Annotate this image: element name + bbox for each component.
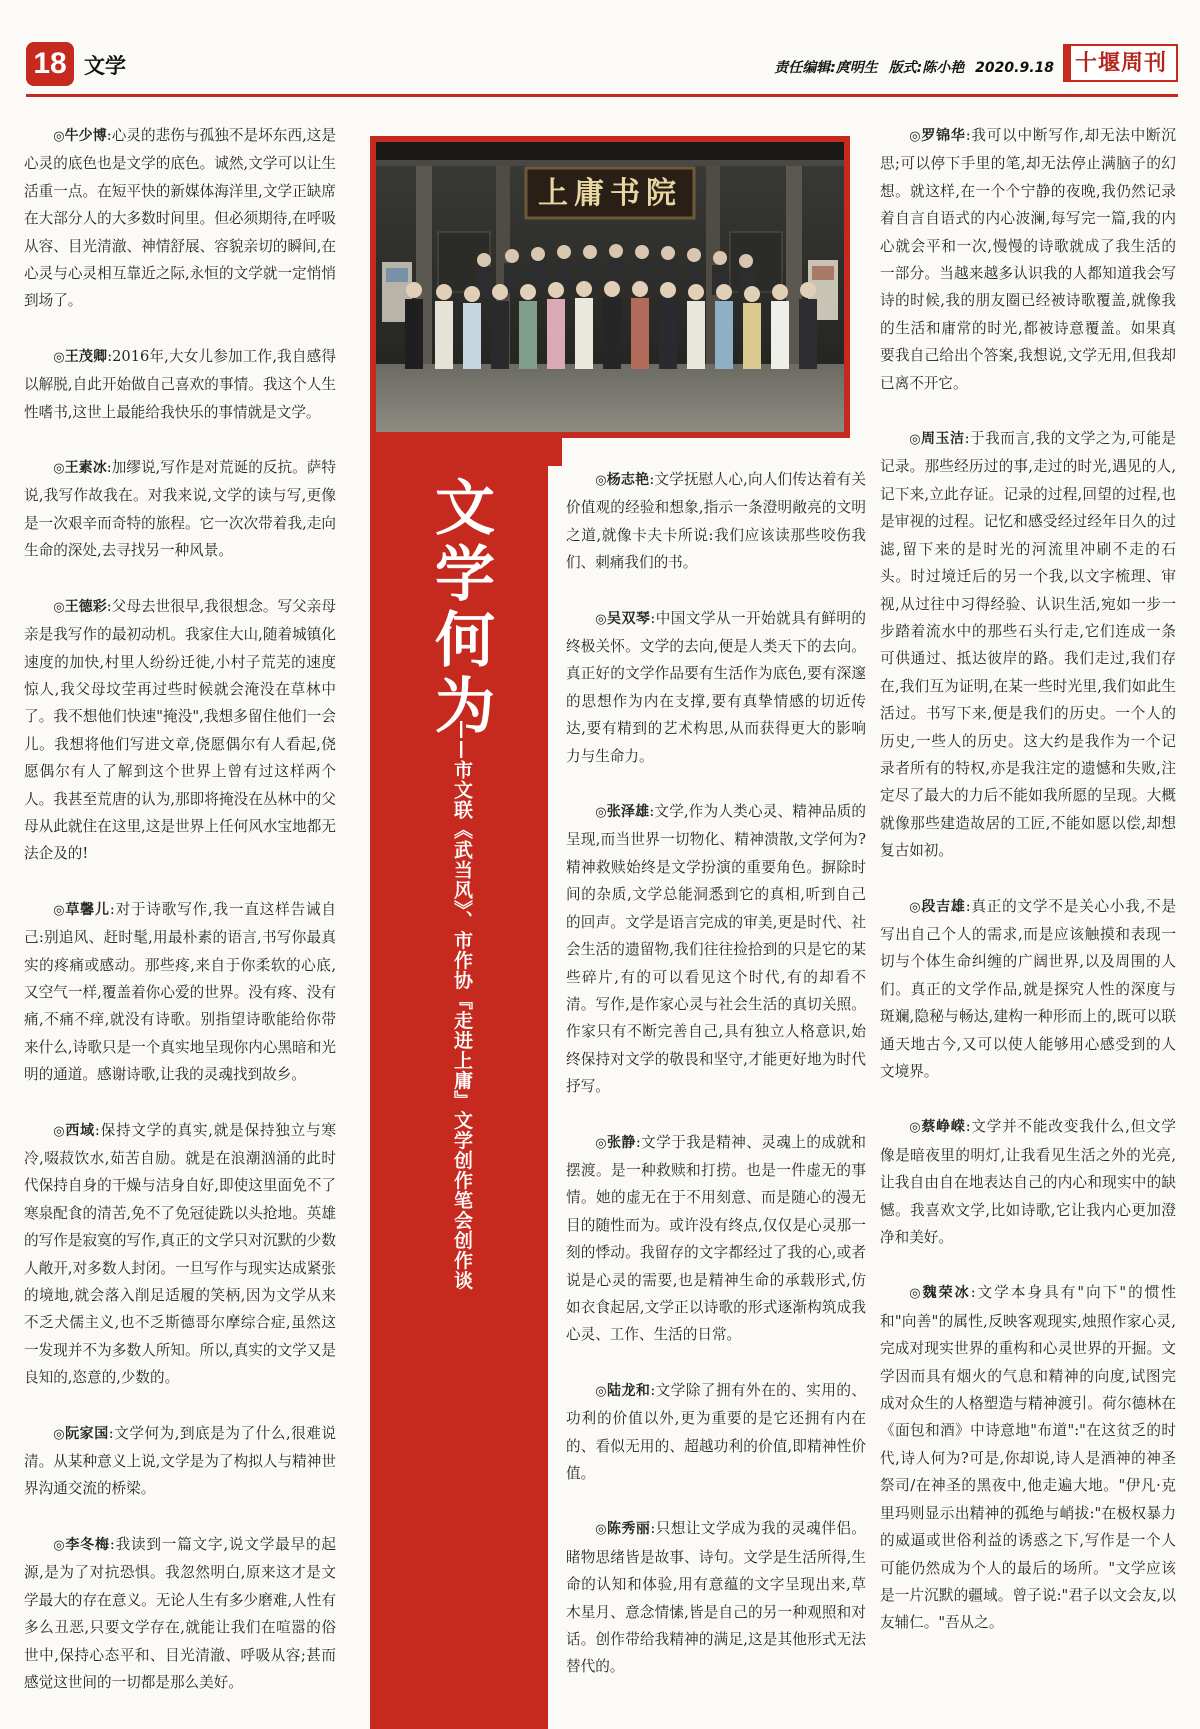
entry-author: 阮家国 <box>65 1425 109 1442</box>
masthead-logo <box>1063 44 1178 82</box>
entry-text: :中国文学从一开始就具有鲜明的终极关怀。文学的去向,便是人类天下的去向。真正好的文学作品要有生活作为底色,要有深邃的思想作为内在支撑,要有真挚情感的切近传达,要有精到的艺术构思,从而获得更大的影响力与生命力。 <box>566 609 867 765</box>
essay-entry: ◎陆龙和:文学除了拥有外在的、实用的、功利的价值以外,更为重要的是它还拥有内在的、看似无用的、超越功利的价值,即精神性价值。 <box>566 1381 867 1482</box>
section-name: 文学 <box>84 54 126 78</box>
header-rule <box>26 94 1178 97</box>
entry-text: :文学,作为人类心灵、精神品质的呈现,而当世界一切物化、精神溃散,文学何为?精神救赎始终是文学扮演的重要角色。摒除时间的杂质,文学总能洞悉到它的真相,听到自己的回声。文学是语言完成的审美,更是时代、社会生活的遗留物,我们往往捡拾到的只是它的某些碎片,有的可以看见这个时代,有的却看不清。写作,是作家心灵与社会生活的真切关照。作家只有不断完善自己,具有独立人格意识,始终保持对文学的敬畏和坚守,才能更好地为时代抒写。 <box>566 803 867 1096</box>
issue-date: 2020.9.18 <box>975 60 1054 76</box>
entry-text: :文学抚慰人心,向人们传达着有关价值观的经验和想象,指示一条澄明敞亮的文明之道,就像卡夫卡所说:我们应该读那些咬伤我们、刺痛我们的书。 <box>566 471 867 572</box>
entry-author: 王素冰 <box>64 460 107 477</box>
entry-author: 吴双琴 <box>607 610 651 627</box>
entry-text: :对于诗歌写作,我一直这样告诫自己:别追风、赶时髦,用最朴素的语言,书写你最真实的疼痛或感动。那些疼,来自于你柔软的心底,又空气一样,覆盖着你心爱的世界。没有疼、没有痛,不痛不痒,就没有诗歌。别指望诗歌能给你带来什么,诗歌只是一个真实地呈现你内心黑暗和光明的通道。感谢诗歌,让我的灵魂找到故乡。 <box>24 900 337 1084</box>
essay-entry: ◎王德彩:父母去世很早,我很想念。写父亲母亲是我写作的最初动机。我家住大山,随着城镇化速度的加快,村里人纷纷迁徙,小村子荒芜的速度惊人,我父母坟茔再过些时候就会淹没在草林中了。我不想他们快速"掩没",我想多留住他们一会儿。我想将他们写进文章,侥愿偶尔有人看起,侥愿偶尔有人了解到这个世界上曾有过这样两个人。我甚至荒唐的认为,那即将掩没在丛林中的父母从此就住在这里,这是世界上任何风水宝地都无法企及的! <box>24 597 337 863</box>
masthead-bar <box>1065 46 1071 80</box>
entry-author: 罗锦华 <box>921 128 966 144</box>
group-photo-image <box>376 142 844 432</box>
masthead-title: 十堰周刊 <box>1075 50 1168 76</box>
essay-entry: ◎张泽雄:文学,作为人类心灵、精神品质的呈现,而当世界一切物化、精神溃散,文学何为?精神救赎始终是文学扮演的重要角色。摒除时间的杂质,文学总能洞悉到它的真相,听到自己的回声。文学是语言完成的审美,更是时代、社会生活的遗留物,我们往往捡拾到的只是它的某些碎片,有的可以看见这个时代,有的却看不清。写作,是作家心灵与社会生活的真切关照。作家只有不断完善自己,具有独立人格意识,始终保持对文学的敬畏和坚守,才能更好地为时代抒写。 <box>566 803 867 1096</box>
entry-text: :文学本身具有"向下"的惯性和"向善"的属性,反映客观现实,烛照作家心灵,完成对现实世界的重构和心灵世界的开掘。文学因而具有烟火的气息和精神的向度,试图完成对众生的人格塑造与精神渡引。荷尔德林在《面包和酒》中诗意地"布道":"在这贫乏的时代,诗人何为?可是,你却说,诗人是酒神的神圣祭司/在神圣的黑夜中,他走遍大地。"伊凡·克里玛则显示出精神的孤绝与峭拔:"在极权暴力的威逼或世俗利益的诱惑之下,写作是一个人可能仍然成为个人的最后的场所。"文学应该是一片沉默的疆域。曾子说:"君子以文会友,以友辅仁。"吾从之。 <box>880 1284 1177 1632</box>
entry-author: 魏荣冰 <box>922 1285 971 1302</box>
editor-credit: 责任编辑:庹明生 <box>774 60 878 76</box>
article-title: 文学何为 <box>425 476 495 740</box>
entry-text: :2016年,大女儿参加工作,我自感得以解脱,自此开始做自己喜欢的事情。我这个人生性嗜书,这世上最能给我快乐的事情就是文学。 <box>24 347 336 421</box>
entry-text: :文学何为,到底是为了什么,很难说清。从某种意义上说,文学是为了构拟人与精神世界沟通交流的桥梁。 <box>24 1424 337 1498</box>
entry-author: 张静 <box>606 1134 636 1151</box>
entry-text: :父母去世很早,我很想念。写父亲母亲是我写作的最初动机。我家住大山,随着城镇化速度的加快,村里人纷纷迁徙,小村子荒芜的速度惊人,我父母坟茔再过些时候就会淹没在草林中了。我不想他们快速"掩没",我想多留住他们一会儿。我想将他们写进文章,侥愿偶尔有人看起,侥愿偶尔有人了解到这个世界上曾有过这样两个人。我甚至荒唐的认为,那即将掩没在丛林中的父母从此就住在这里,这是世界上任何风水宝地都无法企及的! <box>24 597 337 863</box>
essay-entry: ◎魏荣冰:文学本身具有"向下"的惯性和"向善"的属性,反映客观现实,烛照作家心灵,完成对现实世界的重构和心灵世界的开掘。文学因而具有烟火的气息和精神的向度,试图完成对众生的人格塑造与精神渡引。荷尔德林在《面包和酒》中诗意地"布道":"在这贫乏的时代,诗人何为?可是,你却说,诗人是酒神的神圣祭司/在神圣的黑夜中,他走遍大地。"伊凡·克里玛则显示出精神的孤绝与峭拔:"在极权暴力的威逼或世俗利益的诱惑之下,写作是一个人可能仍然成为个人的最后的场所。"文学应该是一片沉默的疆域。曾子说:"君子以文会友,以友辅仁。"吾从之。 <box>880 1284 1177 1632</box>
entry-text: :文学并不能改变我什么,但文学像是暗夜里的明灯,让我看见生活之外的光亮,让我自由自在地表达自己的内心和现实中的缺憾。我喜欢文学,比如诗歌,它让我内心更加澄净和美好。 <box>880 1118 1177 1247</box>
essay-entry: ◎张静:文学于我是精神、灵魂上的成就和摆渡。是一种救赎和打捞。也是一件虚无的事情。她的虚无在于不用刻意、而是随心的漫无目的随性而为。或许没有终点,仅仅是心灵那一刻的悸动。我留存的文字都经过了我的心,或者说是心灵的需要,也是精神生命的承载形式,仿如衣食起居,文学正以诗歌的形式逐渐构筑成我心灵、工作、生活的日常。 <box>566 1133 867 1344</box>
layout-credit: 版式:陈小艳 <box>888 60 965 76</box>
essay-entry: ◎草馨儿:对于诗歌写作,我一直这样告诫自己:别追风、赶时髦,用最朴素的语言,书写你最真实的疼痛或感动。那些疼,来自于你柔软的心底,又空气一样,覆盖着你心爱的世界。没有疼、没有痛,不痛不痒,就没有诗歌。别指望诗歌能给你带来什么,诗歌只是一个真实地呈现你内心黑暗和光明的通道。感谢诗歌,让我的灵魂找到故乡。 <box>24 900 337 1084</box>
essay-entry: ◎杨志艳:文学抚慰人心,向人们传达着有关价值观的经验和想象,指示一条澄明敞亮的文明之道,就像卡夫卡所说:我们应该读那些咬伤我们、刺痛我们的书。 <box>566 471 867 572</box>
entry-author: 段吉雄 <box>921 898 966 915</box>
entry-text: :心灵的悲伤与孤独不是坏东西,这是心灵的底色也是文学的底色。诚然,文学可以让生活重一点。在短平快的新媒体海洋里,文学正缺席在大部分人的大多数时间里。但必须期待,在呼吸从容、目光清澈、神情舒展、容貌亲切的瞬间,在心灵与心灵相互靠近之际,永恒的文学就一定悄悄到场了。 <box>24 127 337 310</box>
essay-entry: ◎阮家国:文学何为,到底是为了什么,很难说清。从某种意义上说,文学是为了构拟人与精神世界沟通交流的桥梁。 <box>24 1424 337 1498</box>
entry-author: 陈秀丽 <box>607 1521 651 1538</box>
entry-author: 蔡峥嵘 <box>921 1119 966 1136</box>
entry-author: 张泽雄 <box>606 804 650 821</box>
article-subtitle: ——市文联《武当风》、市作协『走进上庸』文学创作笔会创作谈 <box>451 720 473 1291</box>
entry-author: 周玉洁 <box>921 431 965 448</box>
essay-entry: ◎王茂卿:2016年,大女儿参加工作,我自感得以解脱,自此开始做自己喜欢的事情。我这个人生性嗜书,这世上最能给我快乐的事情就是文学。 <box>24 347 336 421</box>
essay-entry: ◎西域:保持文学的真实,就是保持独立与寒冷,啜菽饮水,茹苦自励。就是在浪潮汹涌的此时代保持自身的干燥与洁身自好,即使这里面免不了寒泉配食的清苦,免不了免冠徒跣以头抢地。英雄的写作是寂寞的写作,真正的文学只对沉默的少数人敞开,对多数人封闭。一旦写作与现实达成紧张的境地,就会落入削足适履的笑柄,因为文学从来不乏犬儒主义,也不乏斯德哥尔摩综合症,虽然这一发现并不为多数人所知。所以,真实的文学又是良知的,恣意的,少数的。 <box>24 1121 337 1387</box>
essay-entry: ◎周玉洁:于我而言,我的文学之为,可能是记录。那些经历过的事,走过的时光,遇见的人,记下来,立此存证。记录的过程,回望的过程,也是审视的过程。记忆和感受经过经年日久的过滤,留下来的是时光的河流里冲刷不走的石头。时过境迁后的另一个我,以文字梳理、审视,从过往中习得经验、认识生活,宛如一步一步踏着流水中的那些石头行走,它们连成一条可供通过、抵达彼岸的路。我们走过,我们存在,我们互为证明,在某一些时光里,我们如此生活过。书写下来,便是我们的历史。一个人的历史,一些人的历史。这大约是我作为一个记录者所有的特权,亦是我注定的遗憾和失败,注定尽了最大的力后不能如我所愿的呈现。大概就像那些建造故居的工匠,不能如愿以偿,却想复古如初。 <box>880 430 1177 860</box>
essay-entry: ◎牛少博:心灵的悲伤与孤独不是坏东西,这是心灵的底色也是文学的底色。诚然,文学可以让生活重一点。在短平快的新媒体海洋里,文学正缺席在大部分人的大多数时间里。但必须期待,在呼吸从容、目光清澈、神情舒展、容貌亲切的瞬间,在心灵与心灵相互靠近之际,永恒的文学就一定悄悄到场了。 <box>24 127 337 310</box>
crowd-front-row <box>405 281 817 369</box>
essay-entry: ◎蔡峥嵘:文学并不能改变我什么,但文学像是暗夜里的明灯,让我看见生活之外的光亮,让我自由自在地表达自己的内心和现实中的缺憾。我喜欢文学,比如诗歌,它让我内心更加澄净和美好。 <box>880 1118 1177 1247</box>
essay-entry: ◎吴双琴:中国文学从一开始就具有鲜明的终极关怀。文学的去向,便是人类天下的去向。真正好的文学作品要有生活作为底色,要有深邃的思想作为内在支撑,要有真挚情感的切近传达,要有精到的艺术构思,从而获得更大的影响力与生命力。 <box>566 609 867 765</box>
entry-text: :于我而言,我的文学之为,可能是记录。那些经历过的事,走过的时光,遇见的人,记下来,立此存证。记录的过程,回望的过程,也是审视的过程。记忆和感受经过经年日久的过滤,留下来的是时光的河流里冲刷不走的石头。时过境迁后的另一个我,以文字梳理、审视,从过往中习得经验、认识生活,宛如一步一步踏着流水中的那些石头行走,它们连成一条可供通过、抵达彼岸的路。我们走过,我们存在,我们互为证明,在某一些时光里,我们如此生活过。书写下来,便是我们的历史。一个人的历史,一些人的历史。这大约是我作为一个记录者所有的特权,亦是我注定的遗憾和失败,注定尽了最大的力后不能如我所愿的呈现。大概就像那些建造故居的工匠,不能如愿以偿,却想复古如初。 <box>880 430 1177 860</box>
essay-entry: ◎王素冰:加缪说,写作是对荒诞的反抗。萨特说,我写作故我在。对我来说,文学的读与写,更像是一次艰辛而奇特的旅程。它一次次带着我,走向生命的深处,去寻找另一种风景。 <box>24 459 337 560</box>
page-number: 18 <box>26 42 74 86</box>
middle-column <box>566 466 866 1709</box>
entry-author: 杨志艳 <box>606 472 650 488</box>
editor-credits <box>768 58 1054 78</box>
entry-author: 李冬梅 <box>65 1536 110 1553</box>
essay-entry: ◎罗锦华:我可以中断写作,却无法中断沉思;可以停下手里的笔,却无法停止满脑子的幻想。就这样,在一个个宁静的夜晚,我仍然记录着自言自语式的内心波澜,每写完一篇,我的内心就会平和一次,慢慢的诗歌就成了我生活的一部分。当越来越多认识我的人都知道我会写诗的时候,我的朋友圈已经被诗歌覆盖,就像我的生活和庸常的时光,都被诗意覆盖。如果真要我自己给出个答案,我想说,文学无用,但我却已离不开它。 <box>880 127 1177 392</box>
page-header <box>0 0 1200 100</box>
left-column <box>24 122 336 1724</box>
entry-text: :加缪说,写作是对荒诞的反抗。萨特说,我写作故我在。对我来说,文学的读与写,更像是一次艰辛而奇特的旅程。它一次次带着我,走向生命的深处,去寻找另一种风景。 <box>24 459 337 560</box>
entry-author: 草馨儿 <box>65 901 110 918</box>
essay-entry: ◎陈秀丽:只想让文学成为我的灵魂伴侣。睹物思绪皆是故事、诗句。文学是生活所得,生命的认知和体验,用有意蕴的文字呈现出来,草木星月、意念情愫,皆是自己的另一种观照和对话。创作带给我精神的满足,这是其他形式无法替代的。 <box>566 1520 867 1676</box>
right-column <box>880 122 1176 1665</box>
entry-text: :真正的文学不是关心小我,不是写出自己个人的需求,而是应该触摸和表现一切与个体生命纠缠的广阔世界,以及周围的人们。真正的文学作品,就是探究人性的深度与斑斓,隐秘与畅达,建构一种形而上的,既可以联通天地古今,又可以使人能够用心感受到的人文境界。 <box>880 897 1177 1080</box>
entry-author: 西域 <box>65 1122 95 1139</box>
title-band-notch <box>548 438 562 466</box>
entry-text: :我可以中断写作,却无法中断沉思;可以停下手里的笔,却无法停止满脑子的幻想。就这样,在一个个宁静的夜晚,我仍然记录着自言自语式的内心波澜,每写完一篇,我的内心就会平和一次,慢慢的诗歌就成了我生活的一部分。当越来越多认识我的人都知道我会写诗的时候,我的朋友圈已经被诗歌覆盖,就像我的生活和庸常的时光,都被诗意覆盖。如果真要我自己给出个答案,我想说,文学无用,但我却已离不开它。 <box>880 127 1177 392</box>
entry-text: :我读到一篇文字,说文学最早的起源,是为了对抗恐惧。我忽然明白,原来这才是文学最大的存在意义。无论人生有多少磨难,人性有多么丑恶,只要文学存在,就能让我们在喧嚣的俗世中,保持心态平和、目光清澈、呼吸从容;甚而感觉这世间的一切都是那么美好。 <box>24 1535 337 1691</box>
entry-text: :保持文学的真实,就是保持独立与寒冷,啜菽饮水,茹苦自励。就是在浪潮汹涌的此时代保持自身的干燥与洁身自好,即使这里面免不了寒泉配食的清苦,免不了免冠徒跣以头抢地。英雄的写作是寂寞的写作,真正的文学只对沉默的少数人敞开,对多数人封闭。一旦写作与现实达成紧张的境地,就会落入削足适履的笑柄,因为文学从来不乏犬儒主义,也不乏斯德哥尔摩综合症,虽然这一发现并不为多数人所知。所以,真实的文学又是良知的,恣意的,少数的。 <box>24 1121 337 1387</box>
entry-author: 牛少博 <box>64 128 107 144</box>
entry-author: 王茂卿 <box>64 348 108 365</box>
essay-entry: ◎李冬梅:我读到一篇文字,说文学最早的起源,是为了对抗恐惧。我忽然明白,原来这才是文学最大的存在意义。无论人生有多少磨难,人性有多么丑恶,只要文学存在,就能让我们在喧嚣的俗世中,保持心态平和、目光清澈、呼吸从容;甚而感觉这世间的一切都是那么美好。 <box>24 1535 337 1691</box>
entry-text: :只想让文学成为我的灵魂伴侣。睹物思绪皆是故事、诗句。文学是生活所得,生命的认知和体验,用有意蕴的文字呈现出来,草木星月、意念情愫,皆是自己的另一种观照和对话。创作带给我精神的满足,这是其他形式无法替代的。 <box>566 1520 867 1676</box>
plaque-text: 上庸书院 <box>538 176 682 211</box>
entry-author: 王德彩 <box>64 598 107 615</box>
entry-text: :文学于我是精神、灵魂上的成就和摆渡。是一种救赎和打捞。也是一件虚无的事情。她的虚无在于不用刻意、而是随心的漫无目的随性而为。或许没有终点,仅仅是心灵那一刻的悸动。我留存的文字都经过了我的心,或者说是心灵的需要,也是精神生命的承载形式,仿如衣食起居,文学正以诗歌的形式逐渐构筑成我心灵、工作、生活的日常。 <box>566 1133 867 1344</box>
essay-entry: ◎段吉雄:真正的文学不是关心小我,不是写出自己个人的需求,而是应该触摸和表现一切与个体生命纠缠的广阔世界,以及周围的人们。真正的文学作品,就是探究人性的深度与斑斓,隐秘与畅达,建构一种形而上的,既可以联通天地古今,又可以使人能够用心感受到的人文境界。 <box>880 897 1177 1080</box>
entry-author: 陆龙和 <box>607 1382 651 1399</box>
entry-text: :文学除了拥有外在的、实用的、功利的价值以外,更为重要的是它还拥有内在的、看似无用的、超越功利的价值,即精神性价值。 <box>566 1381 867 1482</box>
group-photo <box>370 136 850 438</box>
